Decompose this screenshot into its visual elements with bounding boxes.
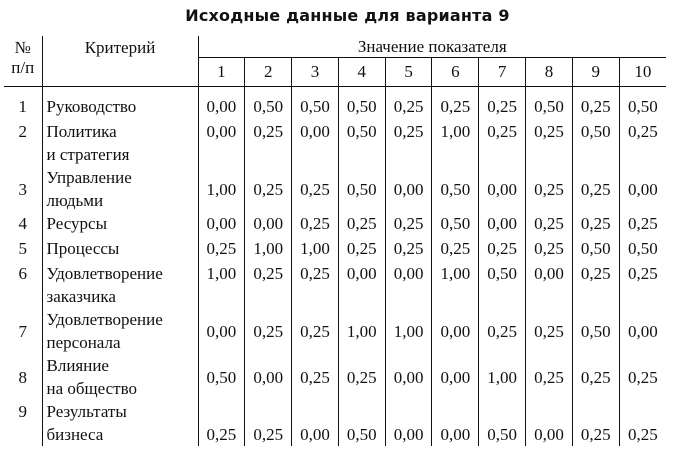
value-cell: 0,25	[245, 400, 292, 446]
value-cell: 0,25	[198, 400, 245, 446]
criterion-line: Процессы	[46, 239, 120, 258]
value-cell: 0,25	[245, 262, 292, 308]
row-number: 3	[4, 166, 42, 212]
criterion-line: людьми	[46, 191, 104, 210]
value-cell: 0,25	[245, 308, 292, 354]
value-cell: 0,50	[526, 87, 573, 121]
value-cell: 0,50	[432, 166, 479, 212]
criterion-line: Удовлетворение	[46, 310, 163, 329]
criterion-line: Ресурсы	[46, 214, 107, 233]
row-criterion	[42, 237, 198, 262]
criterion-line: Управление	[46, 168, 132, 187]
header-column: 8	[526, 58, 573, 87]
value-cell: 0,25	[572, 354, 619, 400]
row-number: 7	[4, 308, 42, 354]
header-column: 4	[338, 58, 385, 87]
value-cell: 0,00	[385, 354, 432, 400]
table-row	[4, 354, 666, 400]
value-cell: 0,25	[292, 212, 339, 237]
header-number-line2: п/п	[11, 58, 35, 77]
value-cell: 0,25	[526, 237, 573, 262]
value-cell: 0,00	[479, 166, 526, 212]
header-column: 5	[385, 58, 432, 87]
criterion-line: и стратегия	[46, 145, 130, 164]
value-cell: 0,25	[627, 367, 658, 387]
value-cell: 0,25	[572, 166, 619, 212]
table-row	[4, 400, 666, 446]
value-cell: 0,00	[385, 400, 432, 446]
value-cell: 0,50	[479, 400, 526, 446]
table-row	[4, 308, 666, 354]
criterion-line: Влияние	[46, 356, 109, 375]
value-cell: 1,00	[245, 237, 292, 262]
value-cell: 0,00	[432, 308, 479, 354]
value-cell: 0,50	[338, 120, 385, 166]
value-cell: 0,00	[245, 354, 292, 400]
value-cell: 0,25	[479, 237, 526, 262]
value-cell: 0,00	[479, 212, 526, 237]
criterion-line: бизнеса	[46, 425, 104, 444]
value-cell: 0,25	[526, 212, 573, 237]
data-table	[4, 36, 666, 446]
value-cell: 0,00	[432, 400, 479, 446]
value-cell: 0,25	[292, 166, 339, 212]
value-cell: 0,25	[385, 212, 432, 237]
value-cell: 0,00	[526, 262, 573, 308]
row-criterion	[42, 400, 198, 446]
value-cell: 0,50	[572, 120, 619, 166]
header-column: 9	[572, 58, 619, 87]
criterion-line: персонала	[46, 333, 121, 352]
row-number: 9	[4, 400, 42, 446]
value-cell: 0,25	[627, 264, 658, 283]
value-cell: 0,00	[526, 400, 573, 446]
value-cell: 0,25	[479, 120, 526, 166]
value-cell: 1,00	[292, 237, 339, 262]
value-cell: 0,00	[385, 262, 432, 308]
value-cell: 0,25	[338, 354, 385, 400]
value-cell: 0,00	[198, 212, 245, 237]
value-cell: 0,00	[198, 120, 245, 166]
value-cell: 0,25	[526, 308, 573, 354]
value-cell: 0,50	[338, 400, 385, 446]
row-number: 6	[4, 262, 42, 308]
header-values: Значение показателя	[198, 36, 666, 58]
row-number: 4	[4, 212, 42, 237]
value-cell: 0,25	[432, 87, 479, 121]
row-number: 1	[4, 87, 42, 121]
value-cell: 0,25	[292, 354, 339, 400]
value-cell: 0,50	[198, 354, 245, 400]
value-cell: 0,25	[338, 212, 385, 237]
criterion-line: заказчика	[46, 287, 116, 306]
value-cell: 0,50	[479, 262, 526, 308]
value-cell: 0,25	[385, 120, 432, 166]
value-cell: 0,25	[572, 212, 619, 237]
value-cell: 0,50	[292, 87, 339, 121]
value-cell: 1,00	[385, 308, 432, 354]
value-cell: 0,00	[198, 87, 245, 121]
row-number: 2	[4, 120, 42, 166]
value-cell: 1,00	[338, 308, 385, 354]
value-cell: 0,50	[432, 212, 479, 237]
value-cell: 0,25	[385, 237, 432, 262]
header-column: 10	[619, 58, 666, 87]
row-criterion	[42, 354, 198, 400]
value-cell: 0,00	[292, 120, 339, 166]
value-cell: 0,25	[338, 237, 385, 262]
value-cell: 0,25	[572, 262, 619, 308]
table-row	[4, 262, 666, 308]
value-cell: 0,25	[572, 400, 619, 446]
value-cell: 1,00	[198, 166, 245, 212]
row-criterion	[42, 120, 198, 166]
criterion-line: Удовлетворение	[46, 264, 163, 283]
value-cell: 0,25	[479, 87, 526, 121]
row-number: 8	[4, 354, 42, 400]
table-row	[4, 120, 666, 166]
value-cell: 0,25	[572, 87, 619, 121]
criterion-line: Результаты	[46, 402, 127, 421]
row-number: 5	[4, 237, 42, 262]
value-cell: 0,00	[627, 179, 658, 199]
value-cell: 0,25	[627, 425, 658, 444]
value-cell: 0,25	[198, 237, 245, 262]
value-cell: 0,25	[245, 166, 292, 212]
header-column: 2	[245, 58, 292, 87]
value-cell: 0,25	[385, 87, 432, 121]
value-cell: 1,00	[198, 262, 245, 308]
value-cell: 0,25	[526, 166, 573, 212]
table-row	[4, 237, 666, 262]
value-cell: 0,25	[479, 308, 526, 354]
table-row	[4, 87, 666, 121]
header-column: 1	[198, 58, 245, 87]
row-criterion	[42, 212, 198, 237]
table-row	[4, 212, 666, 237]
document-title: Исходные данные для варианта 9	[185, 6, 510, 25]
header-column: 3	[292, 58, 339, 87]
value-cell: 0,50	[338, 87, 385, 121]
criterion-line: Политика	[46, 122, 117, 141]
value-cell: 0,50	[338, 166, 385, 212]
value-cell: 0,00	[245, 212, 292, 237]
header-number-line1: №	[14, 38, 31, 57]
value-cell: 0,25	[245, 120, 292, 166]
header-column: 6	[432, 58, 479, 87]
table-row	[4, 166, 666, 212]
row-criterion	[42, 166, 198, 212]
value-cell: 0,00	[292, 400, 339, 446]
value-cell: 0,00	[338, 262, 385, 308]
header-criterion: Критерий	[42, 36, 198, 87]
row-criterion	[42, 87, 198, 121]
value-cell: 0,00	[385, 166, 432, 212]
value-cell: 0,50	[627, 97, 658, 116]
value-cell: 0,25	[627, 122, 658, 141]
row-criterion	[42, 308, 198, 354]
value-cell: 0,25	[627, 214, 658, 233]
value-cell: 0,00	[627, 321, 658, 341]
value-cell: 0,25	[432, 237, 479, 262]
value-cell: 0,25	[526, 354, 573, 400]
value-cell: 0,50	[245, 87, 292, 121]
value-cell: 1,00	[432, 262, 479, 308]
header-column: 7	[479, 58, 526, 87]
value-cell: 0,50	[572, 237, 619, 262]
value-cell: 0,25	[292, 262, 339, 308]
value-cell: 0,00	[198, 308, 245, 354]
value-cell: 0,25	[292, 308, 339, 354]
value-cell: 0,00	[432, 354, 479, 400]
value-cell: 0,50	[572, 308, 619, 354]
criterion-line: на общество	[46, 379, 137, 398]
criterion-line: Руководство	[46, 97, 137, 116]
header-number	[4, 36, 42, 87]
row-criterion	[42, 262, 198, 308]
value-cell: 0,50	[627, 239, 658, 258]
value-cell: 1,00	[432, 120, 479, 166]
value-cell: 1,00	[479, 354, 526, 400]
value-cell: 0,25	[526, 120, 573, 166]
